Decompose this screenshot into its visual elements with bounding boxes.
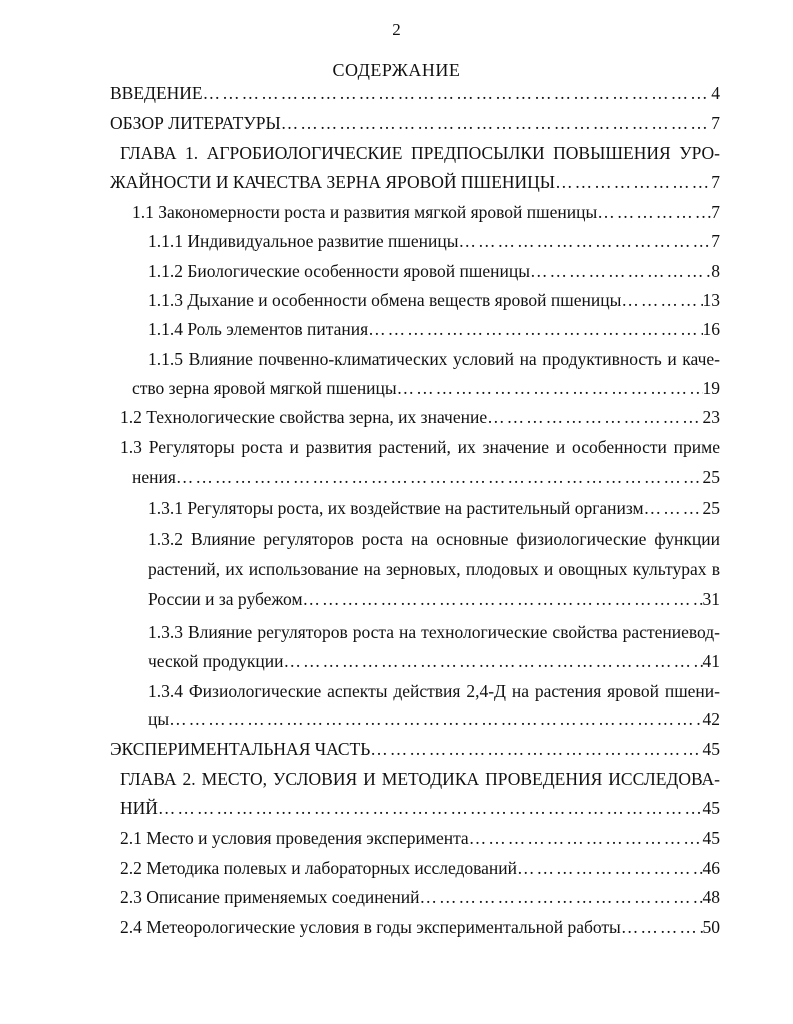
toc-entry-1-3-1[interactable] — [148, 497, 720, 519]
toc-entry-1-3-2-line2[interactable]: растений, их использование на зерновых, плодовых и овощных культурах в — [148, 559, 720, 579]
toc-entry-1-1-5-line1[interactable]: 1.1.5 Влияние почвенно-климатических условий на продуктивность и каче- — [148, 349, 720, 369]
page-title: СОДЕРЖАНИЕ — [332, 60, 461, 80]
toc-entry-1-3-4-line1[interactable]: 1.3.4 Физиологические аспекты действия 2,4-Д на растения яровой пшени- — [148, 681, 720, 701]
toc-entry-1-1-1[interactable] — [148, 230, 720, 252]
toc-entry-1-3[interactable] — [132, 466, 720, 488]
toc-entry-page: 45 — [702, 739, 720, 759]
toc-entry-1-1-4[interactable] — [148, 318, 720, 340]
toc-entry-text: ство зерна яровой мягкой пшеницы — [132, 378, 397, 398]
toc-entry-page: 48 — [702, 887, 720, 907]
toc-entry-1-3-2-line1[interactable]: 1.3.2 Влияние регуляторов роста на основные физиологические функции — [148, 529, 720, 549]
toc-entry-1-3-2[interactable] — [148, 588, 720, 610]
toc-entry-text: нения — [132, 467, 176, 487]
toc-entry-intro[interactable] — [110, 82, 720, 104]
toc-entry-page: 16 — [702, 319, 720, 339]
toc-entry-review[interactable] — [110, 112, 720, 134]
page-number: 2 — [392, 20, 401, 39]
toc-entry-1-3-3[interactable] — [148, 650, 720, 672]
toc-entry-text: 2.4 Метеорологические условия в годы экспериментальной работы — [120, 917, 621, 937]
toc-entry-1-1-2[interactable] — [148, 260, 720, 282]
toc-entry-page: 42 — [702, 709, 720, 729]
toc-entry-ch2-line1[interactable]: ГЛАВА 2. МЕСТО, УСЛОВИЯ И МЕТОДИКА ПРОВЕДЕНИЯ ИССЛЕДОВА- — [120, 769, 720, 789]
toc-entry-page: 50 — [702, 917, 720, 937]
toc-entry-page: 7 — [711, 202, 720, 222]
toc-entry-text: 2.3 Описание применяемых соединений — [120, 887, 420, 907]
toc-entry-page: 45 — [702, 828, 720, 848]
toc-entry-text: НИЙ — [120, 798, 158, 818]
toc-entry-2-2[interactable] — [120, 857, 720, 879]
toc-entry-text: 1.1 Закономерности роста и развития мягкой яровой пшеницы — [132, 202, 598, 222]
toc-entry-page: 7 — [711, 113, 720, 133]
toc-entry-1-3-3-line1[interactable]: 1.3.3 Влияние регуляторов роста на технологические свойства растениевод- — [148, 622, 720, 642]
toc-entry-text: 1.1.4 Роль элементов питания — [148, 319, 369, 339]
toc-entry-2-4[interactable] — [120, 916, 720, 938]
toc-entry-text: 1.1.2 Биологические особенности яровой пшеницы — [148, 261, 530, 281]
toc-entry-2-1[interactable] — [120, 827, 720, 849]
toc-entry-text: 1.1.3 Дыхание и особенности обмена веществ яровой пшеницы — [148, 290, 622, 310]
toc-entry-1-2[interactable] — [120, 406, 720, 428]
toc-entry-text: ЖАЙНОСТИ И КАЧЕСТВА ЗЕРНА ЯРОВОЙ ПШЕНИЦЫ — [110, 172, 556, 192]
toc-entry-2-3[interactable] — [120, 886, 720, 908]
toc-entry-page: 8 — [711, 261, 720, 281]
toc-entry-text: ческой продукции — [148, 651, 284, 671]
toc-entry-page: 46 — [702, 858, 720, 878]
toc-entry-page: 25 — [702, 467, 720, 487]
toc-entry-1-1-5[interactable] — [132, 377, 720, 399]
toc-entry-page: 45 — [702, 798, 720, 818]
toc-entry-ch2[interactable] — [120, 797, 720, 819]
toc-entry-1-1[interactable] — [132, 201, 720, 223]
toc-entry-page: 19 — [702, 378, 720, 398]
toc-entry-ch1-line1[interactable]: ГЛАВА 1. АГРОБИОЛОГИЧЕСКИЕ ПРЕДПОСЫЛКИ ПОВЫШЕНИЯ УРО- — [120, 143, 720, 163]
toc-entry-text: 1.2 Технологические свойства зерна, их значение — [120, 407, 488, 427]
toc-entry-text: 2.2 Методика полевых и лабораторных исследований — [120, 858, 518, 878]
toc-entry-1-3-4[interactable] — [148, 708, 720, 730]
toc-entry-page: 31 — [702, 589, 720, 609]
toc-entry-page: 13 — [702, 290, 720, 310]
toc-entry-text: России и за рубежом — [148, 589, 303, 609]
toc-entry-text: ЭКСПЕРИМЕНТАЛЬНАЯ ЧАСТЬ — [110, 739, 371, 759]
toc-entry-text: цы — [148, 709, 170, 729]
toc-entry-text: 1.1.1 Индивидуальное развитие пшеницы — [148, 231, 459, 251]
toc-entry-page: 7 — [711, 231, 720, 251]
toc-entry-text: ВВЕДЕНИЕ — [110, 83, 203, 103]
toc-entry-page: 25 — [702, 498, 720, 518]
toc-entry-page: 4 — [711, 83, 720, 103]
toc-entry-page: 41 — [702, 651, 720, 671]
toc-entry-text: ОБЗОР ЛИТЕРАТУРЫ — [110, 113, 281, 133]
toc-entry-text: 2.1 Место и условия проведения эксперимента — [120, 828, 469, 848]
toc-entry-page: 23 — [702, 407, 720, 427]
toc-entry-1-3-line1[interactable]: 1.3 Регуляторы роста и развития растений, их значение и особенности приме — [120, 437, 720, 457]
toc-entry-ch1[interactable] — [110, 171, 720, 193]
toc-entry-1-1-3[interactable] — [148, 289, 720, 311]
toc-entry-text: 1.3.1 Регуляторы роста, их воздействие на растительный организм — [148, 498, 644, 518]
toc-entry-experimental[interactable] — [110, 738, 720, 760]
toc-entry-page: 7 — [711, 172, 720, 192]
